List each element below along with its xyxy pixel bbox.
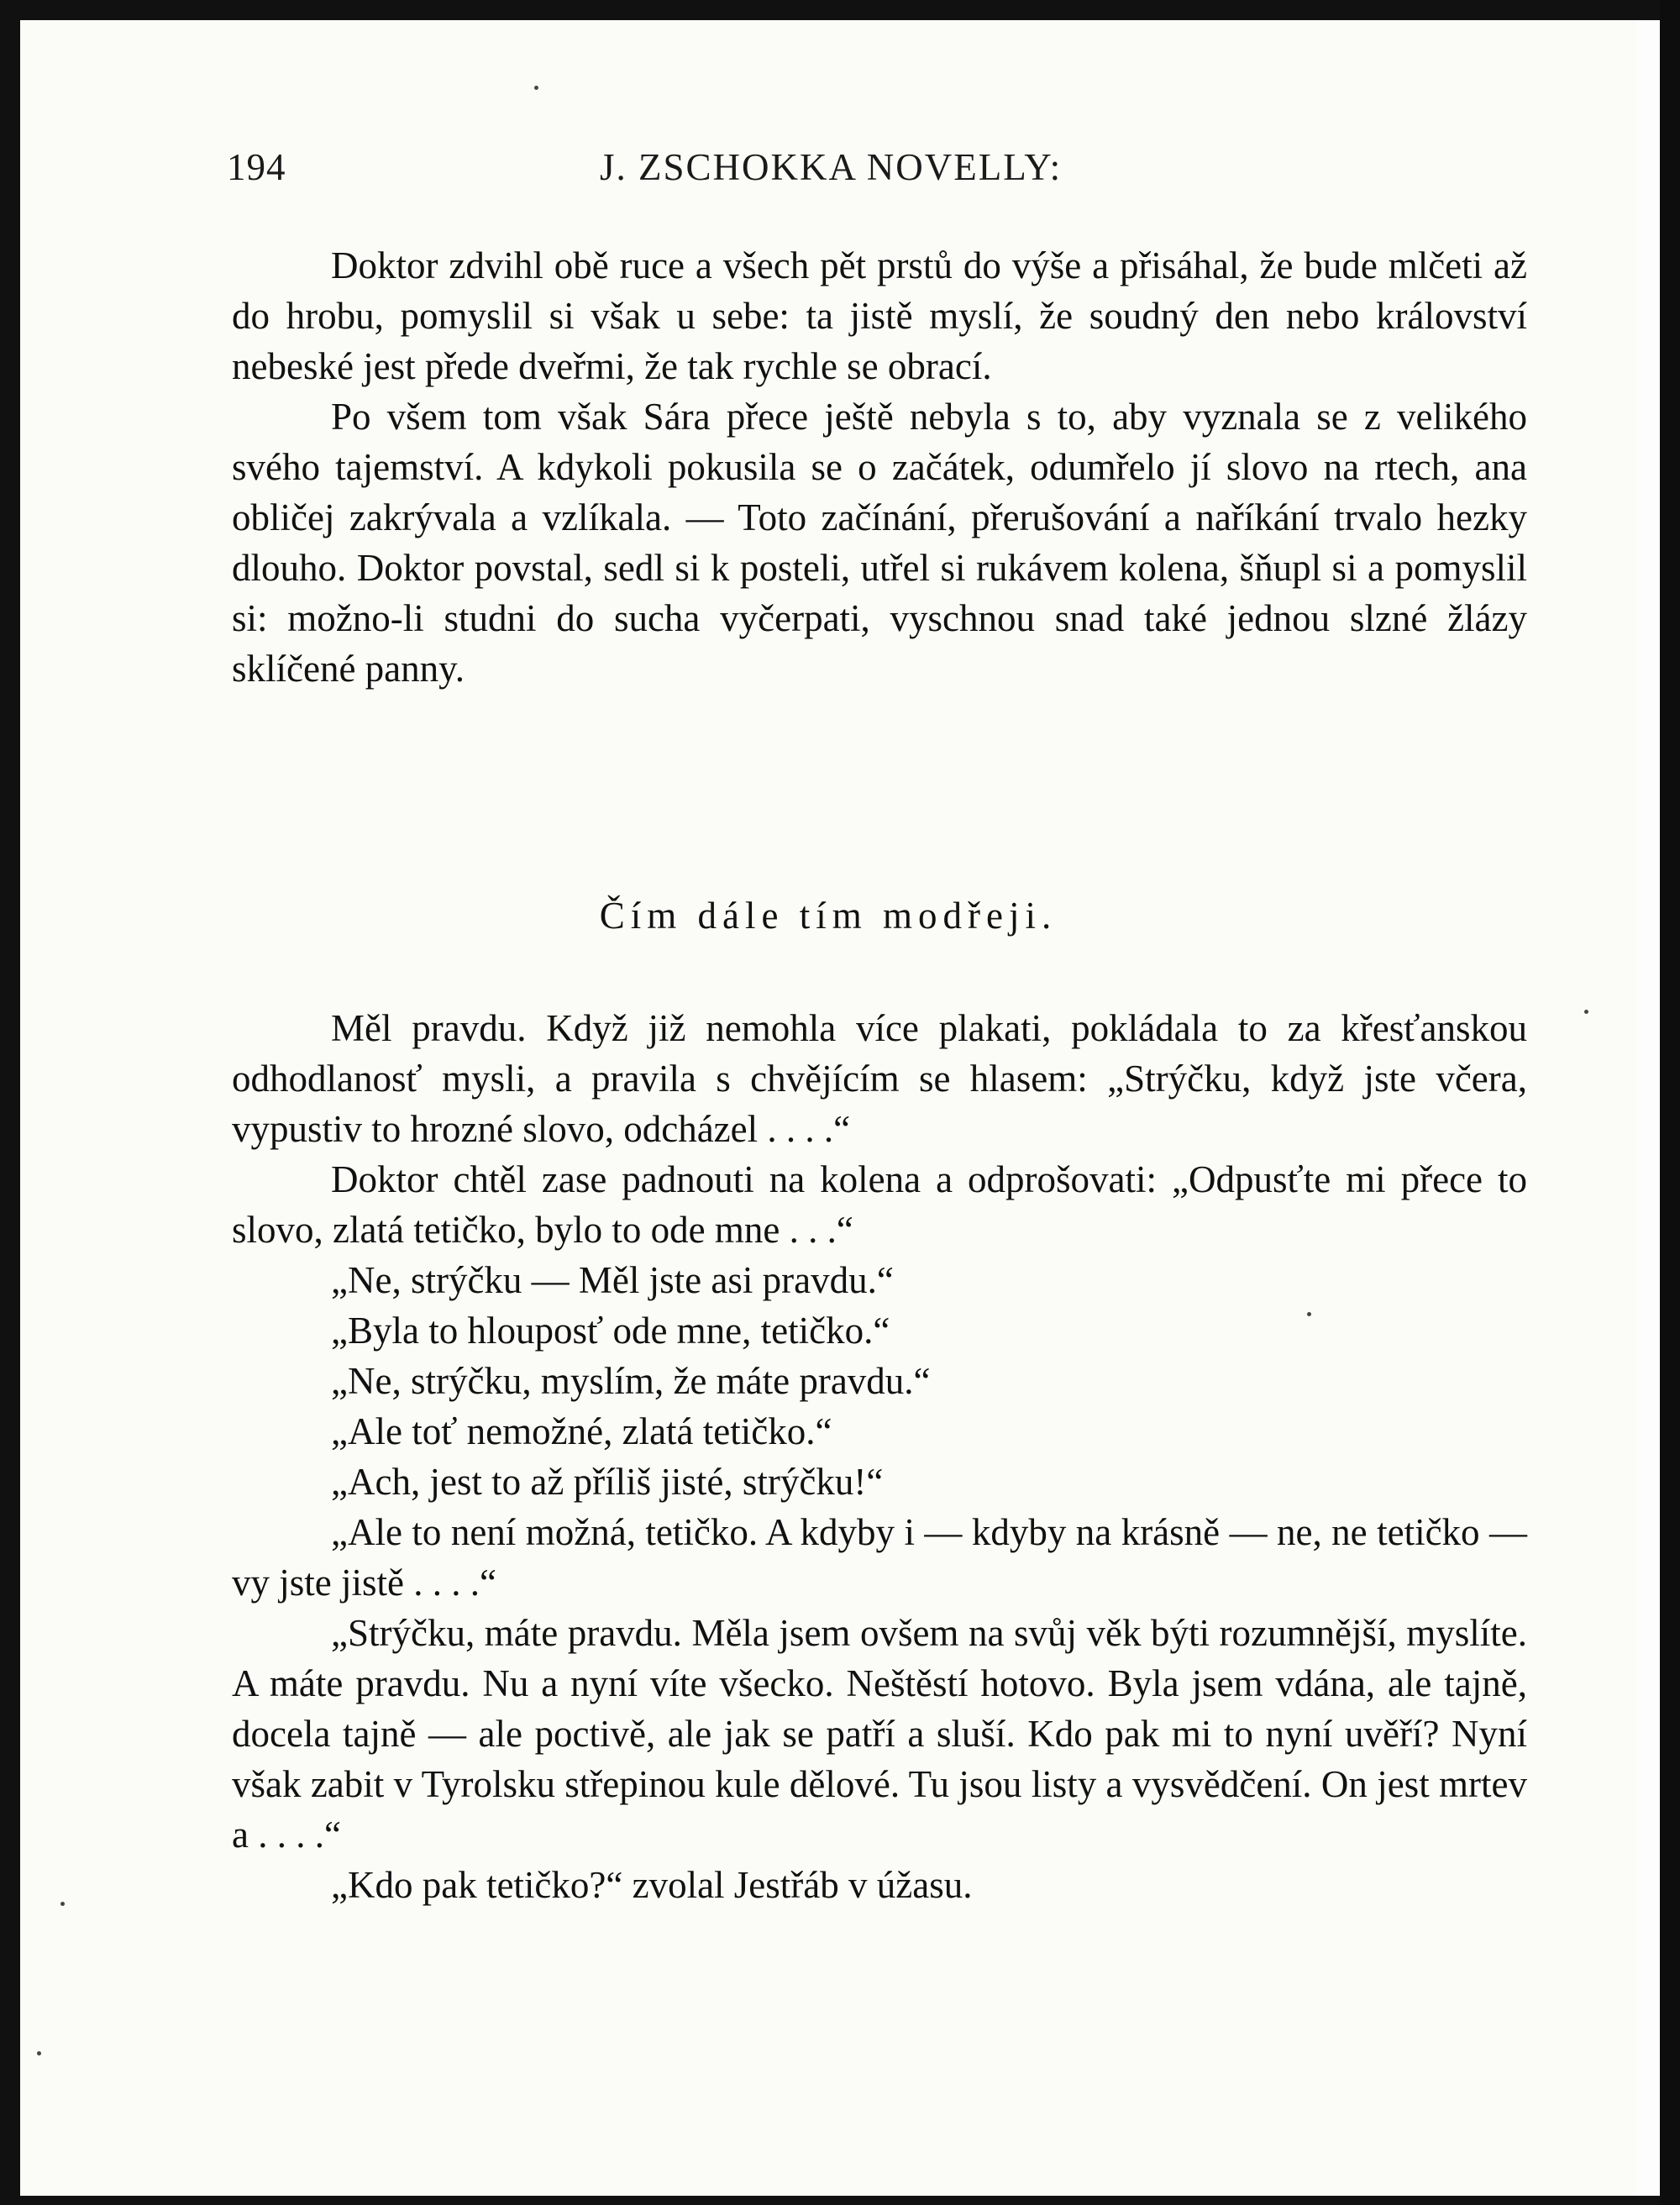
running-header (20, 134, 1636, 201)
scan-edge-strip (1636, 20, 1660, 2196)
dialogue-line: „Ne, strýčku, myslím, že máte pravdu.“ (331, 1360, 931, 1402)
paragraph: Měl pravdu. Když již nemohla více plakati, pokládala to za křesťanskou odhodlanosť mysli, a pravila s chvějícím se hlasem: „Strýčku, když jste včera, vypustiv to hrozné slovo, odcházel . . . .“ (232, 1007, 1527, 1150)
scan-speck (534, 86, 538, 90)
dialogue-line: „Ale to není možná, tetičko. A kdyby i — kdyby na krásně — ne, ne tetičko — vy jste jistě . . . .“ (232, 1511, 1527, 1604)
text-section-2 (232, 1003, 1527, 1910)
scan-speck (1584, 1010, 1588, 1014)
page-number: 194 (227, 146, 286, 188)
scan-speck (37, 2051, 41, 2055)
scan-edge-dark (1660, 0, 1680, 2205)
paragraph: Doktor chtěl zase padnouti na kolena a odprošovati: „Odpusťte mi přece to slovo, zlatá tetičko, bylo to ode mne . . .“ (232, 1158, 1527, 1251)
chapter-heading: Čím dále tím modřeji. (599, 895, 1058, 937)
dialogue-line: „Ach, jest to až příliš jisté, strýčku!“ (331, 1461, 884, 1503)
paragraph: Po všem tom však Sára přece ještě nebyla s to, aby vyznala se z velikého svého tajemství. A kdykoli pokusila se o začátek, odumřelo jí slovo na rtech, ana obličej zakrývala a vzlíkala. — Toto začínání, přerušování a naříkání trvalo hezky dlouho. Doktor povstal, sedl si k posteli, utřel si rukávem kolena, šňupl si a pomyslil si: možno-li studni do sucha vyčerpati, vyschnou snad také jednou slzné žlázy sklíčené panny. (232, 396, 1527, 690)
dialogue-line: „Ale toť nemožné, zlatá tetičko.“ (331, 1410, 832, 1452)
dialogue-line: „Strýčku, máte pravdu. Měla jsem ovšem na svůj věk býti rozumnější, myslíte. A máte pravdu. Nu a nyní víte všecko. Neštěstí hotovo. Byla jsem vdána, ale tajně, docela tajně — ale poctivě, ale jak se patří a sluší. Kdo pak mi to nyní uvěří? Nyní však zabit v Tyrolsku střepinou kule dělové. Tu jsou listy a vysvědčení. On jest mrtev a . . . .“ (232, 1612, 1527, 1856)
dialogue-line: „Byla to hlouposť ode mne, tetičko.“ (331, 1310, 890, 1352)
text-section-1 (232, 240, 1527, 694)
dialogue-line: „Ne, strýčku — Měl jste asi pravdu.“ (331, 1259, 894, 1301)
book-page (20, 20, 1636, 2196)
dialogue-line: „Kdo pak tetičko?“ zvolal Jestřáb v úžasu. (331, 1864, 973, 1906)
scan-speck (1307, 1312, 1311, 1316)
scan-speck (60, 1902, 65, 1906)
running-title: J. ZSCHOKKA NOVELLY: (600, 146, 1063, 188)
paragraph: Doktor zdvihl obě ruce a všech pět prstů do výše a přisáhal, že bude mlčeti až do hrobu, pomyslil si však u sebe: ta jistě myslí, že soudný den nebo království nebeské jest přede dveřmi, že tak rychle se obrací. (232, 244, 1527, 387)
